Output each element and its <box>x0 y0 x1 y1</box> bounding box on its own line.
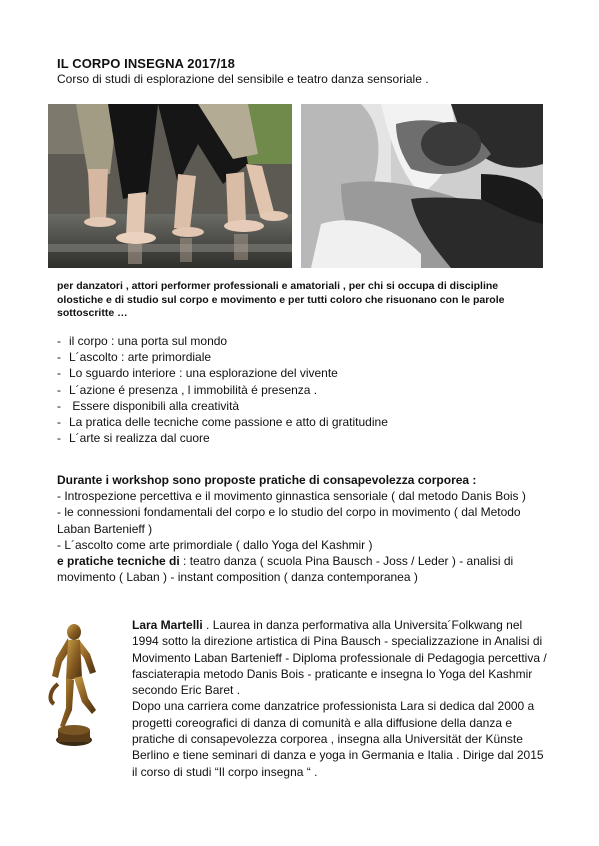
workshop-item: - Introspezione percettiva e il movimento ginnastica sensoriale ( dal metodo Danis Bois ) <box>57 489 526 504</box>
dancers-feet-illustration <box>48 104 292 268</box>
workshop-heading: Durante i workshop sono proposte pratiche di consapevolezza corporea : <box>57 473 477 487</box>
embrace-photo <box>301 104 543 268</box>
list-item: - il corpo : una porta sul mondo <box>57 334 228 348</box>
audience-paragraph: per danzatori , attori performer professionali e amatoriali , per chi si occupa di discipline olostiche e di studio sul corpo e movimento e per tutti coloro che risuonano con le parole sottoscritte … <box>57 280 505 319</box>
list-item: - Lo sguardo interiore : una esplorazione del vivente <box>57 366 338 381</box>
statue-illustration <box>44 618 102 753</box>
workshop-item: - le connessioni fondamentali del corpo e lo studio del corpo in movimento ( dal Metodo Laban Bartenieff ) <box>57 505 521 536</box>
principles-list <box>57 333 537 446</box>
bio-text-continued: Dopo una carriera come danzatrice professionista Lara si dedica dal 2000 a progetti coreografici di danza di comunità e alla diffusione della danza e pratiche di consapevolezza corporea , insegna alla Universität der Künste Berlino e tiene seminari di danza e yoga in Germania e Italia . Dirige dal 2015 il corso di studi “Il corpo insegna “ . <box>132 699 544 779</box>
list-item: - L´ascolto : arte primordiale <box>57 350 212 365</box>
techniques-label: e pratiche tecniche di <box>57 554 180 569</box>
list-item: - L´arte si realizza dal cuore <box>57 431 210 446</box>
workshop-section <box>57 472 547 585</box>
page-subtitle: Corso di studi di esplorazione del sensibile e teatro danza sensoriale . <box>57 72 429 86</box>
bronze-dancer-statue-image <box>44 618 102 753</box>
list-item: - L´azione é presenza , l immobilità é presenza . <box>57 382 318 397</box>
bio-paragraph <box>132 617 552 780</box>
bio-name: Lara Martelli <box>132 618 203 632</box>
list-item: - Essere disponibili alla creatività <box>57 398 240 413</box>
techniques-text: : teatro danza ( scuola Pina Bausch - Joss / Leder ) - analisi di movimento ( Laban ) - instant composition ( danza contemporanea ) <box>57 554 514 585</box>
bio-text: . Laurea in danza performativa alla Universita´Folkwang nel 1994 sotto la direzione artistica di Pina Bausch - specializzazione in Analisi di Movimento Laban Bartenieff - Diploma professionale di Pedagogia percettiva / fasciaterapia metodo Danis Bois - praticante e insegna lo Yoga del Kashmir secondo Eric Baret . <box>132 618 547 698</box>
dancers-feet-photo <box>48 104 292 268</box>
list-item: - La pratica delle tecniche come passione e atto di gratitudine <box>57 415 388 430</box>
workshop-techniques <box>57 553 547 585</box>
page-title: IL CORPO INSEGNA 2017/18 <box>57 56 235 71</box>
workshop-item: - L´ascolto come arte primordiale ( dallo Yoga del Kashmir ) <box>57 537 373 552</box>
embrace-illustration <box>301 104 543 268</box>
